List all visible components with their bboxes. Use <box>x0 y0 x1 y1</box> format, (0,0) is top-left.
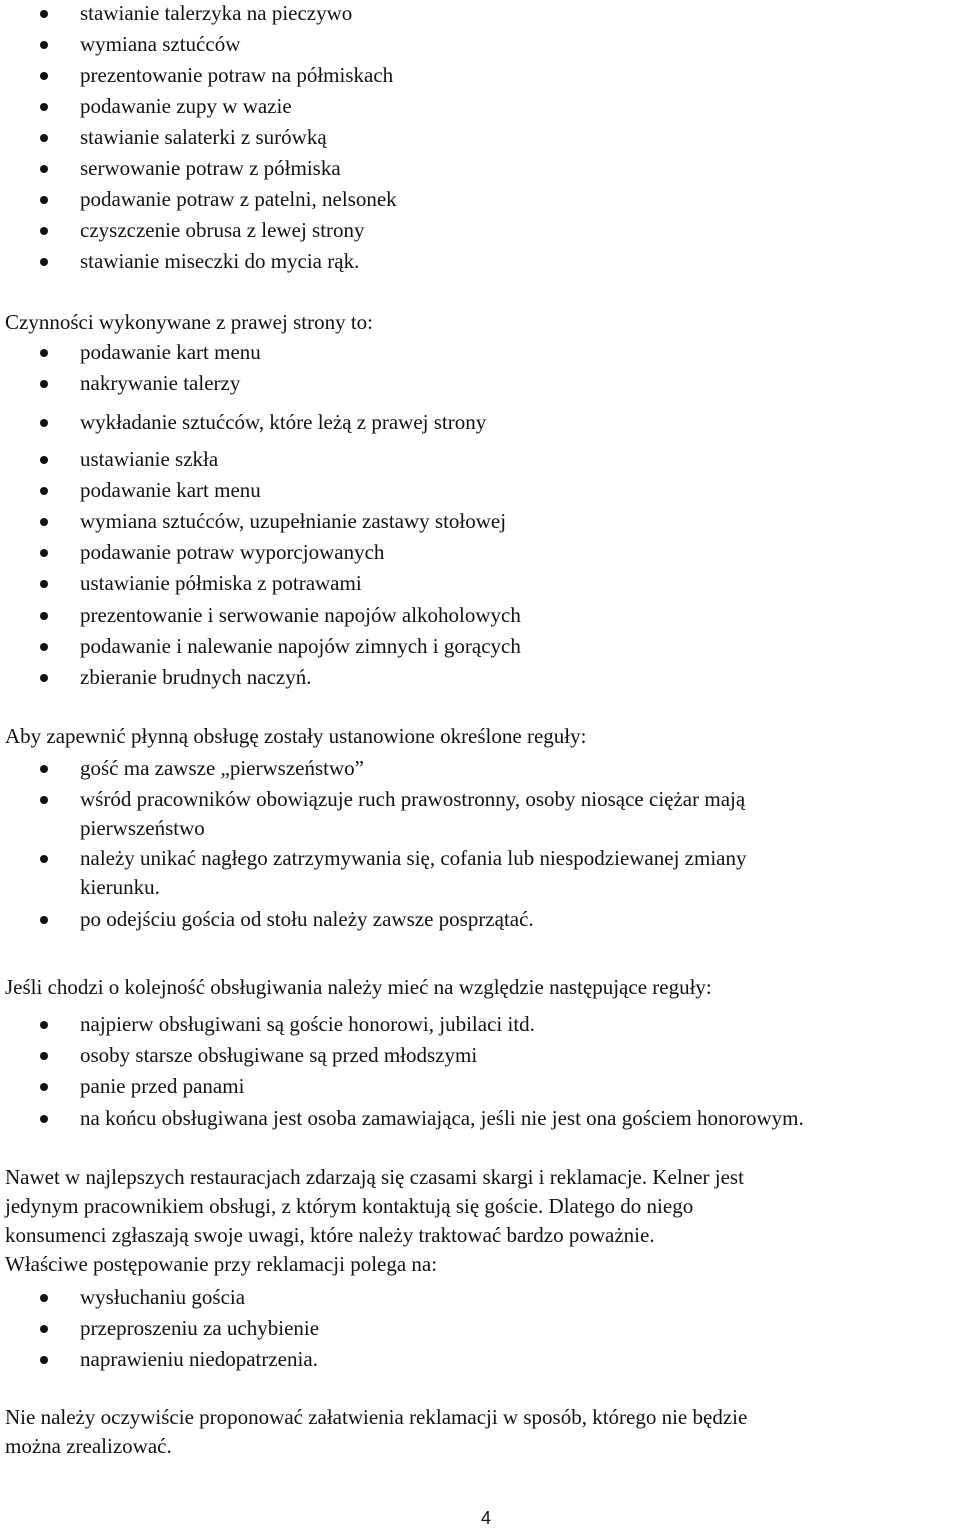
paragraph-line: jedynym pracownikiem obsługi, z którym kontaktują się goście. Dlatego do niego <box>5 1194 694 1218</box>
section-intro: Czynności wykonywane z prawej strony to: <box>5 310 374 334</box>
bullet-icon <box>40 855 48 863</box>
list-item: naprawieniu niedopatrzenia. <box>80 1347 318 1371</box>
list-item: stawianie miseczki do mycia rąk. <box>80 249 360 273</box>
paragraph-line: Nie należy oczywiście proponować załatwienia reklamacji w sposób, którego nie będzie <box>5 1405 748 1429</box>
bullet-icon <box>40 765 48 773</box>
bullet-icon <box>40 612 48 620</box>
bullet-icon <box>40 796 48 804</box>
bullet-icon <box>40 419 48 427</box>
bullet-icon <box>40 1052 48 1060</box>
list-item: podawanie zupy w wazie <box>80 94 292 118</box>
list-item: panie przed panami <box>80 1074 245 1098</box>
list-item: zbieranie brudnych naczyń. <box>80 665 312 689</box>
list-item: wśród pracowników obowiązuje ruch prawostronny, osoby niosące ciężar mają <box>80 787 746 811</box>
paragraph-line: Właściwe postępowanie przy reklamacji polega na: <box>5 1252 438 1276</box>
list-item: na końcu obsługiwana jest osoba zamawiająca, jeśli nie jest ona gościem honorowym. <box>80 1106 804 1130</box>
bullet-icon <box>40 916 48 924</box>
bullet-icon <box>40 643 48 651</box>
paragraph-line: Nawet w najlepszych restauracjach zdarzają się czasami skargi i reklamacje. Kelner jest <box>5 1165 744 1189</box>
bullet-icon <box>40 196 48 204</box>
bullet-icon <box>40 518 48 526</box>
bullet-icon <box>40 258 48 266</box>
bullet-icon <box>40 456 48 464</box>
bullet-icon <box>40 41 48 49</box>
list-item: stawianie salaterki z surówką <box>80 125 327 149</box>
bullet-icon <box>40 10 48 18</box>
list-item: wymiana sztućców, uzupełnianie zastawy stołowej <box>80 509 507 533</box>
bullet-icon <box>40 1115 48 1123</box>
bullet-icon <box>40 580 48 588</box>
list-item: podawanie kart menu <box>80 340 261 364</box>
bullet-icon <box>40 549 48 557</box>
bullet-icon <box>40 1294 48 1302</box>
list-item: osoby starsze obsługiwane są przed młodszymi <box>80 1043 478 1067</box>
list-item: najpierw obsługiwani są goście honorowi, jubilaci itd. <box>80 1012 535 1036</box>
paragraph-line: można zrealizować. <box>5 1434 172 1458</box>
bullet-icon <box>40 72 48 80</box>
list-item: prezentowanie i serwowanie napojów alkoholowych <box>80 603 521 627</box>
list-item-continuation: kierunku. <box>80 875 160 899</box>
list-item: gość ma zawsze „pierwszeństwo” <box>80 756 364 780</box>
bullet-icon <box>40 1083 48 1091</box>
list-item: podawanie potraw z patelni, nelsonek <box>80 187 397 211</box>
list-item: ustawianie półmiska z potrawami <box>80 571 362 595</box>
list-item: czyszczenie obrusa z lewej strony <box>80 218 365 242</box>
list-item: ustawianie szkła <box>80 447 219 471</box>
bullet-icon <box>40 1021 48 1029</box>
bullet-icon <box>40 227 48 235</box>
list-item: nakrywanie talerzy <box>80 371 241 395</box>
bullet-icon <box>40 487 48 495</box>
bullet-icon <box>40 674 48 682</box>
list-item: wymiana sztućców <box>80 32 241 56</box>
list-item: podawanie i nalewanie napojów zimnych i gorących <box>80 634 521 658</box>
bullet-icon <box>40 134 48 142</box>
list-item: serwowanie potraw z półmiska <box>80 156 341 180</box>
list-item: stawianie talerzyka na pieczywo <box>80 1 353 25</box>
bullet-icon <box>40 380 48 388</box>
list-item: po odejściu gościa od stołu należy zawsze posprzątać. <box>80 907 534 931</box>
section-intro: Jeśli chodzi o kolejność obsługiwania należy mieć na względzie następujące reguły: <box>5 975 712 999</box>
list-item: wysłuchaniu gościa <box>80 1285 246 1309</box>
list-item: wykładanie sztućców, które leżą z prawej strony <box>80 410 487 434</box>
list-item: prezentowanie potraw na półmiskach <box>80 63 394 87</box>
list-item: przeproszeniu za uchybienie <box>80 1316 320 1340</box>
paragraph-line: konsumenci zgłaszają swoje uwagi, które należy traktować bardzo poważnie. <box>5 1223 655 1247</box>
bullet-icon <box>40 1325 48 1333</box>
bullet-icon <box>40 1356 48 1364</box>
bullet-icon <box>40 165 48 173</box>
list-item: podawanie potraw wyporcjowanych <box>80 540 385 564</box>
list-item: podawanie kart menu <box>80 478 261 502</box>
bullet-icon <box>40 349 48 357</box>
page-number: 4 <box>480 1508 491 1528</box>
list-item: należy unikać nagłego zatrzymywania się, cofania lub niespodziewanej zmiany <box>80 846 747 870</box>
section-intro: Aby zapewnić płynną obsługę zostały ustanowione określone reguły: <box>5 724 587 748</box>
list-item-continuation: pierwszeństwo <box>80 816 205 840</box>
bullet-icon <box>40 103 48 111</box>
